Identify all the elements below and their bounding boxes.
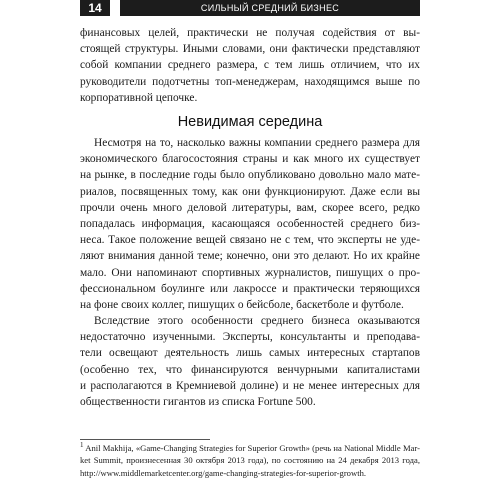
text-line: на фоне своих коллег, пишущих о бейсболе, баскетболе и футболе. [80,298,404,311]
text-line: на рынке, в последние годы было опубликовано довольно мало мате- [80,169,420,182]
text-line: общественности гигантов из списка Fortune 500. [80,395,316,408]
running-title: СИЛЬНЫЙ СРЕДНИЙ БИЗНЕС [120,0,420,16]
text-line: (особенно тех, что финансируются венчурными капиталистами [80,363,420,376]
footnote-line: http://www.middlemarketcenter.org/game-changing-strategies-for-superior-growth. [80,467,367,478]
text-line: собой компании среднего размера, с тем лишь отличием, что их [80,59,420,72]
text-line: и располагаются в Кремниевой долине) и не менее интересных для [80,379,420,392]
section-heading: Невидимая середина [177,114,323,130]
text-line: тели освещают деятельность лишь самых интересных стартапов [80,347,420,360]
text-line: недостаточно изученными. Эксперты, консультанты и преподава- [80,331,420,344]
text-line: попадалась информация, касающаяся особенностей среднего биз- [80,217,420,230]
text-line: риалов, посвященных тому, как они функционируют. Даже если вы [80,185,420,198]
text-line: Несмотря на то, насколько важны компании среднего размера для [94,137,420,149]
text-line: корпоративной цепочке. [80,91,198,104]
paragraph-invisible-middle [80,135,420,313]
footnote-rule [80,439,210,440]
text-line: экономического благосостояния страны и как много их существует [80,153,420,166]
footnote-line [80,442,420,454]
footnote [80,442,420,479]
footnote-marker: 1 [80,441,84,450]
text-line: Вследствие этого особенности среднего бизнеса оказываются [94,315,420,327]
text-line: неса. Такое положение вещей связано не с тем, что эксперты не уде- [80,234,420,247]
footnote-line: ket Summit, произнесенная 30 октября 2013 года), по состоянию на 24 декабря 2013 года, [80,455,420,466]
text-line: мало. Они напоминают спортивных журналистов, пишущих о про- [80,266,420,279]
text-line: руководители подотчетны топ-менеджерам, находящимся выше по [80,75,420,88]
page-number: 14 [80,0,110,16]
text-line: ляют внимания данной теме; конечно, они это делают. Но их крайне [80,250,420,263]
intro-paragraph [80,25,420,106]
text-line: прочли очень много деловой литературы, вам, скорее всего, редко [80,201,420,214]
text-line: фессиональном боулинге или лакроссе и практически теряющихся [80,282,420,295]
paragraph-consequence [80,313,420,410]
footnote-text: Anil Makhija, «Game-Changing Strategies for Superior Growth» (речь на National Middle Mar- [83,443,420,453]
text-line: финансовых целей, практически не получая содействия от вы- [80,27,420,39]
text-line: стоящей структуры. Иными словами, они фактически представляют [80,43,420,56]
page-header [0,0,500,16]
